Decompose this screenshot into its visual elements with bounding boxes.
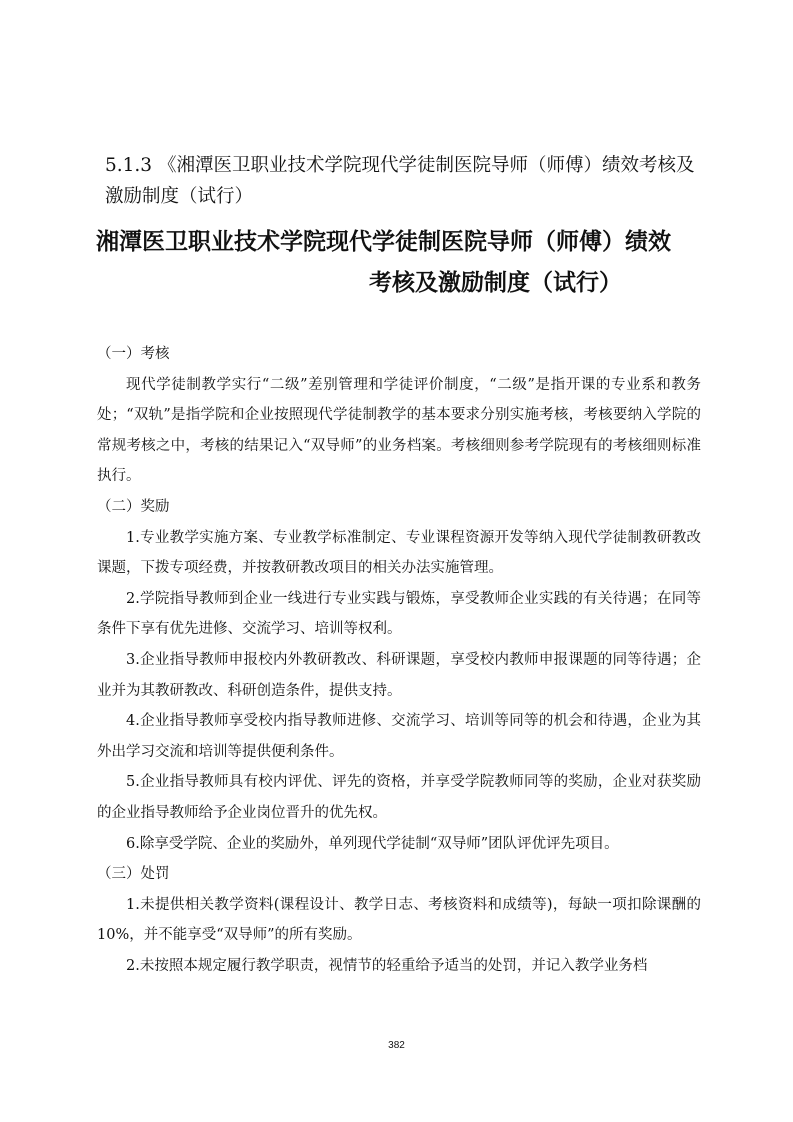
- paragraph: 1.未提供相关教学资料(课程设计、教学日志、考核资料和成绩等)，每缺一项扣除课酬的10%，并不能享受“双导师”的所有奖励。: [97, 896, 701, 944]
- section-heading-text: 《湘潭医卫职业技术学院现代学徒制医院导师（师傅）绩效考核及激励制度（试行）: [105, 155, 695, 207]
- document-title-line-1: 湘潭医卫职业技术学院现代学徒制医院导师（师傅）绩效: [96, 229, 671, 255]
- paragraph: 6.除享受学院、企业的奖励外，单列现代学徒制“双导师”团队评优评先项目。: [126, 835, 619, 852]
- document-body: [97, 339, 701, 981]
- subsection-heading: （一）考核: [97, 346, 170, 362]
- paragraph: 5.企业指导教师具有校内评优、评先的资格，并享受学院教师同等的奖励，企业对获奖励的企业指导教师给予企业岗位晋升的优先权。: [97, 774, 701, 821]
- document-title-line-2: 考核及激励制度（试行）: [369, 270, 622, 296]
- paragraph: 1.专业教学实施方案、专业教学标准制定、专业课程资源开发等纳入现代学徒制教研教改课题，下拨专项经费，并按教研教改项目的相关办法实施管理。: [97, 529, 701, 577]
- paragraph: 4.企业指导教师享受校内指导教师进修、交流学习、培训等同等的机会和待遇，企业为其外出学习交流和培训等提供便利条件。: [97, 713, 701, 760]
- section-number: 5.1.3: [105, 155, 153, 176]
- subsection-heading: （二）奖励: [97, 498, 170, 515]
- paragraph: 2.学院指导教师到企业一线进行专业实践与锻炼，享受教师企业实践的有关待遇；在同等条件下享有优先进修、交流学习、培训等权利。: [97, 590, 701, 638]
- subsection-heading: （三）处罚: [97, 866, 170, 883]
- page-number: 382: [388, 1040, 405, 1051]
- paragraph: 3.企业指导教师申报校内外教研教改、科研课题，享受校内教师申报课题的同等待遇；企业并为其教研教改、科研创造条件，提供支持。: [97, 651, 701, 699]
- document-title: [96, 222, 702, 304]
- section-heading: [105, 150, 697, 212]
- paragraph: 2.未按照本规定履行教学职责，视情节的轻重给予适当的处罚，并记入教学业务档: [126, 957, 648, 974]
- paragraph: 现代学徒制教学实行“二级”差别管理和学徒评价制度，“二级”是指开课的专业系和教务处；“双轨”是指学院和企业按照现代学徒制教学的基本要求分别实施考核，考核要纳入学院的常规考核之中，考核的结果记入“双导师”的业务档案。考核细则参考学院现有的考核细则标准执行。: [97, 376, 701, 485]
